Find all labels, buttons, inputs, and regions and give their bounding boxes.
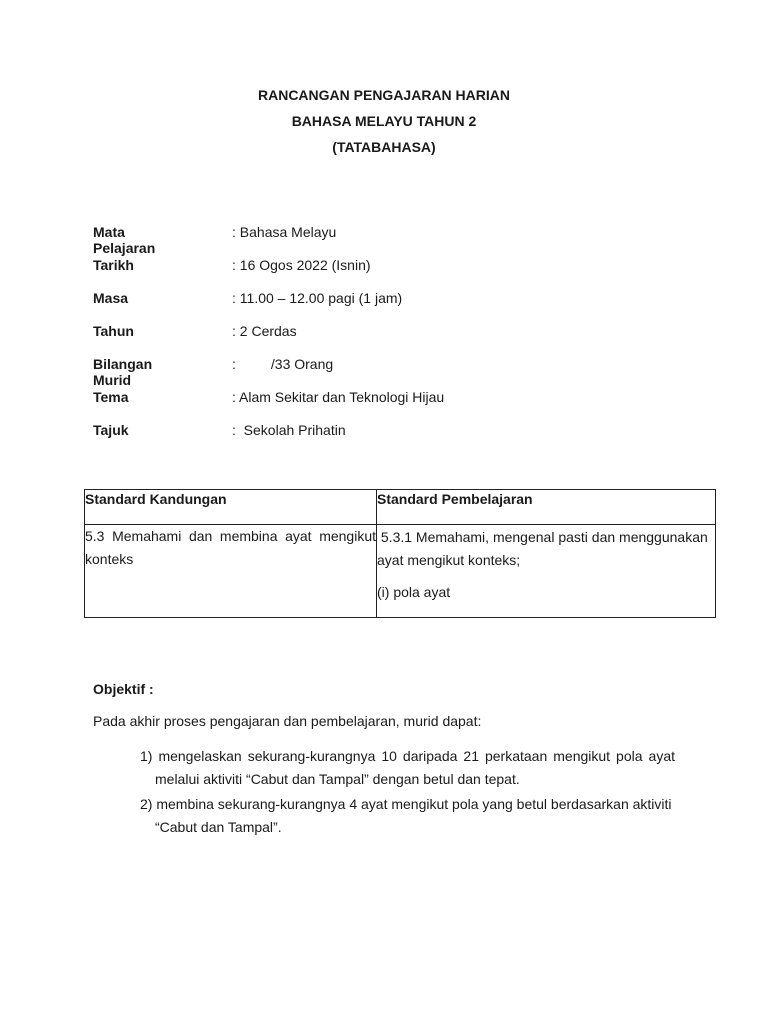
content-standard-cell — [85, 525, 377, 618]
info-value: : 2 Cerdas — [232, 323, 297, 339]
list-item — [140, 745, 675, 791]
info-value: : 16 Ogos 2022 (Isnin) — [232, 257, 371, 273]
list-item — [140, 793, 675, 839]
info-value: : Alam Sekitar dan Teknologi Hijau — [232, 389, 445, 405]
document-section-label: (TATABAHASA) — [332, 139, 436, 155]
document-title-block — [0, 86, 768, 164]
document-subtitle: BAHASA MELAYU TAHUN 2 — [291, 113, 477, 129]
info-label: Masa — [93, 290, 129, 306]
table-row — [85, 525, 716, 618]
info-value: : Bahasa Melayu — [232, 224, 337, 240]
info-value: : /33 Orang — [232, 356, 334, 372]
document-title: RANCANGAN PENGAJARAN HARIAN — [257, 87, 510, 103]
learning-standard-line: ayat mengikut konteks; — [377, 552, 521, 568]
info-label: Bilangan Murid — [93, 356, 153, 388]
objectives-heading: Objektif : — [93, 681, 154, 697]
objective-line: melalui aktiviti “Cabut dan Tampal” dengan betul dan tepat. — [155, 771, 520, 787]
info-label: Tarikh — [93, 257, 134, 273]
info-value: : Sekolah Prihatin — [232, 422, 346, 438]
table-header-row — [85, 490, 716, 525]
objectives-intro: Pada akhir proses pengajaran dan pembelajaran, murid dapat: — [93, 713, 482, 729]
info-value: : 11.00 – 12.00 pagi (1 jam) — [232, 290, 403, 306]
objective-line: 1) mengelaskan sekurang-kurangnya 10 daripada 21 perkataan mengikut pola ayat — [140, 748, 675, 764]
objective-line: 2) membina sekurang-kurangnya 4 ayat mengikut pola yang betul berdasarkan aktiviti — [140, 796, 672, 812]
info-label: Tajuk — [93, 422, 129, 438]
standards-table — [84, 489, 716, 618]
info-label: Mata Pelajaran — [93, 224, 156, 256]
info-label: Tema — [93, 389, 129, 405]
content-standard-line: 5.3 Memahami dan membina ayat mengikut — [85, 528, 376, 544]
info-label: Tahun — [93, 323, 134, 339]
learning-standard-line: 5.3.1 Memahami, mengenal pasti dan menggunakan — [377, 529, 708, 545]
content-standard-line: konteks — [85, 551, 134, 567]
learning-standard-header: Standard Pembelajaran — [377, 490, 716, 525]
objective-line: “Cabut dan Tampal”. — [155, 819, 282, 835]
learning-standard-line: (i) pola ayat — [377, 584, 451, 600]
learning-standard-cell — [377, 525, 716, 618]
content-standard-header: Standard Kandungan — [85, 490, 377, 525]
objectives-list — [140, 745, 675, 841]
